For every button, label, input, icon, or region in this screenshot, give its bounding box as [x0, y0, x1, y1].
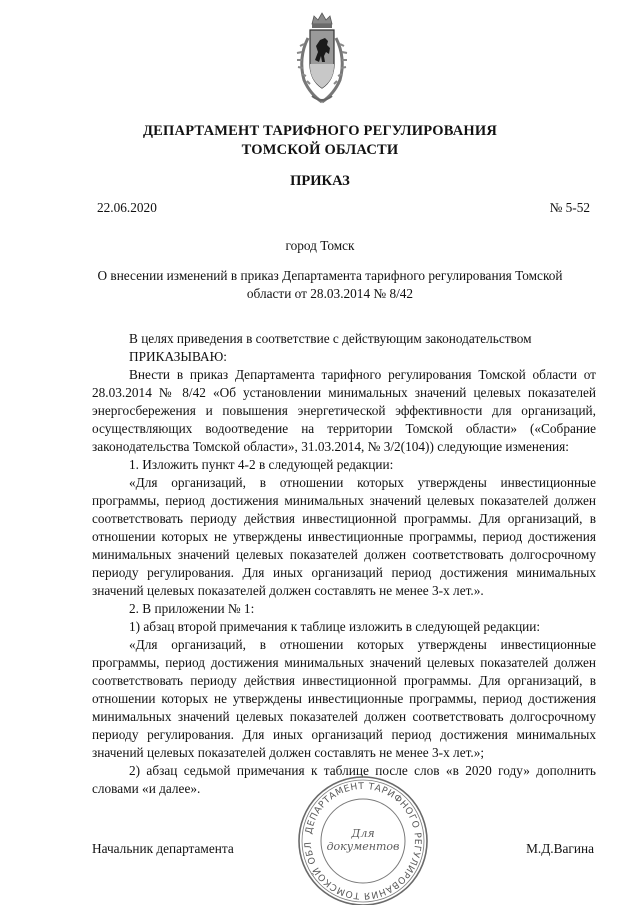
body-paragraph: 1) абзац второй примечания к таблице изложить в следующей редакции:	[129, 619, 541, 634]
body-paragraph: «Для организаций, в отношении которых утверждены инвестиционные программы, период достижения минимальных значений целевых показателей должен соответствовать периоду действия инвестиционной программы. Для организаций, в отношении которых не утверждены инвестиционные программы, период достижения минимальных значений целевых показателей должен соответствовать долгосрочному периоду регулирования. Для иных организаций период достижения минимальных значений целевых показателей должен составлять не менее 3-х лет.».	[92, 475, 596, 598]
seal-center-line1: Для	[351, 827, 375, 840]
signer-name: М.Д.Вагина	[526, 841, 594, 856]
signer-title: Начальник департамента	[92, 841, 234, 856]
body-paragraph: 1. Изложить пункт 4-2 в следующей редакции:	[129, 457, 394, 472]
department-name-line2: ТОМСКОЙ ОБЛАСТИ	[241, 142, 399, 158]
document-subject: О внесении изменений в приказ Департамента тарифного регулирования Томской области от 28.03.2014 № 8/42	[97, 268, 563, 301]
official-seal	[296, 774, 430, 905]
document-number: № 5-52	[549, 200, 590, 215]
body-paragraph: «Для организаций, в отношении которых утверждены инвестиционные программы, период достижения минимальных значений целевых показателей должен соответствовать периоду действия инвестиционной программы. Для организаций, в отношении которых не утверждены инвестиционные программы, период достижения минимальных значений целевых показателей должен соответствовать долгосрочному периоду регулирования. Для иных организаций период достижения минимальных значений целевых показателей должен составлять не менее 3-х лет.»;	[92, 637, 596, 760]
body-paragraph: ПРИКАЗЫВАЮ:	[129, 349, 227, 364]
document-city: город Томск	[285, 238, 355, 253]
seal-ring-text: ДЕПАРТАМЕНТ ТАРИФНОГО РЕГУЛИРОВАНИЯ ТОМСКОЙ ОБЛ	[302, 780, 424, 902]
body-paragraph: В целях приведения в соответствие с действующим законодательством	[129, 331, 532, 346]
body-paragraph: 2) абзац седьмой примечания к таблице после слов «в 2020 году» дополнить словами «и далее».	[92, 763, 596, 796]
document-type: ПРИКАЗ	[290, 173, 350, 189]
document-body	[92, 330, 596, 798]
document-date: 22.06.2020	[97, 200, 157, 215]
department-name-line1: ДЕПАРТАМЕНТ ТАРИФНОГО РЕГУЛИРОВАНИЯ	[143, 123, 497, 139]
seal-center-line2: документов	[326, 840, 400, 853]
coat-of-arms-icon	[294, 8, 350, 108]
body-paragraph: Внести в приказ Департамента тарифного регулирования Томской области от 28.03.2014 № 8/42 «Об установлении минимальных значений целевых показателей энергосбережения и повышения энергетической эффективности для организаций, осуществляющих водоотведение на территории Томской области» («Собрание законодательства Томской области», 31.03.2014, № 3/2(104)) следующие изменения:	[92, 367, 596, 454]
body-paragraph: 2. В приложении № 1:	[129, 601, 255, 616]
